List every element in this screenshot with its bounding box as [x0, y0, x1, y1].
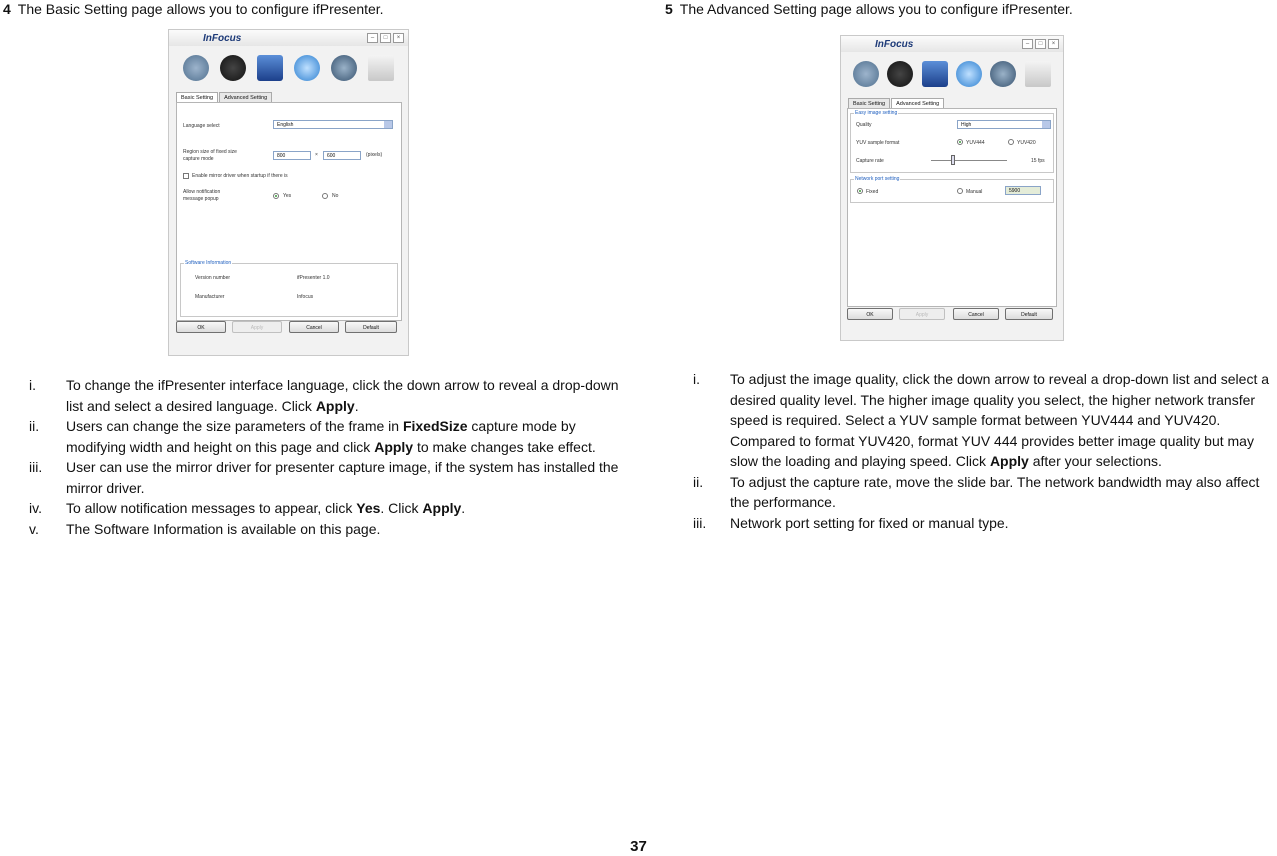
infocus-logo: InFocus	[203, 33, 242, 44]
manual-radio[interactable]	[957, 188, 963, 194]
height-input[interactable]: 600	[323, 151, 361, 160]
settings-panel	[847, 108, 1057, 307]
manufacturer-value: Infocus	[297, 294, 314, 300]
heading-text: The Basic Setting page allows you to configure ifPresenter.	[17, 1, 384, 17]
list-item	[693, 369, 1277, 472]
gear-icon[interactable]	[956, 61, 982, 87]
users-icon[interactable]	[331, 55, 357, 81]
language-select[interactable]	[273, 120, 393, 129]
manufacturer-label: Manufacturer	[195, 294, 225, 300]
software-group-label: Software Information	[185, 260, 232, 266]
capture-rate-slider[interactable]	[931, 160, 1007, 161]
image-group-label: Easy image setting	[855, 110, 898, 116]
tab-basic-setting[interactable]: Basic Setting	[176, 92, 218, 103]
list-item	[29, 375, 621, 416]
list-text: To allow notification messages to appear, click	[66, 500, 357, 516]
ok-button[interactable]: OK	[176, 321, 226, 333]
maximize-icon[interactable]: □	[1035, 39, 1046, 49]
notify-label-1: Allow notification	[183, 189, 221, 195]
language-label: Language select	[183, 123, 220, 129]
list-numeral: i.	[29, 377, 36, 393]
keyword: Apply	[422, 500, 462, 516]
slider-thumb[interactable]	[951, 155, 955, 165]
software-info-group	[180, 260, 398, 317]
quality-value: High	[961, 122, 972, 128]
unit-label: (pixels)	[366, 152, 383, 158]
capture-rate-label: Capture rate	[856, 158, 884, 164]
maximize-icon[interactable]: □	[380, 33, 391, 43]
page-number: 37	[630, 838, 647, 855]
window-titlebar	[169, 30, 408, 46]
cancel-button[interactable]: Cancel	[953, 308, 999, 320]
toolbar-icons	[849, 56, 1055, 92]
yuv-label: YUV sample format	[856, 140, 900, 146]
list-text: .	[354, 397, 359, 414]
list-numeral: v.	[29, 520, 39, 537]
window-controls	[367, 33, 404, 43]
list-text: after your selections.	[1028, 453, 1162, 469]
projector-icon[interactable]	[1025, 61, 1051, 87]
keyword: Apply	[315, 397, 355, 414]
chevron-down-icon[interactable]	[384, 121, 392, 128]
apply-button[interactable]: Apply	[899, 308, 945, 320]
capture-rate-value: 15 fps	[1031, 158, 1045, 164]
list-numeral: ii.	[693, 473, 704, 490]
toolbar-icons	[177, 50, 400, 86]
list-numeral: iii.	[29, 459, 43, 475]
monitor-icon[interactable]	[922, 61, 948, 87]
heading-text: The Advanced Setting page allows you to configure ifPresenter.	[679, 1, 1073, 17]
list-text: To adjust the capture rate, move the slide bar. The network bandwidth may also affect the performance.	[730, 473, 1260, 510]
list-text: .	[461, 500, 466, 516]
manual-label: Manual	[966, 189, 983, 195]
close-icon[interactable]: ×	[393, 33, 404, 43]
version-label: Version number	[195, 275, 231, 281]
region-label-1: Region size of fixed size	[183, 149, 237, 155]
list-item	[29, 498, 621, 519]
chevron-down-icon[interactable]	[1042, 121, 1050, 128]
list-text: capture mode by modifying width and height on this page and click	[66, 418, 576, 455]
quality-label: Quality	[856, 122, 872, 128]
cancel-button[interactable]: Cancel	[289, 321, 339, 333]
list-text: . Click	[380, 500, 423, 516]
tab-advanced-setting[interactable]: Advanced Setting	[219, 92, 272, 103]
keyword: FixedSize	[402, 418, 468, 434]
yuv444-label: YUV444	[966, 140, 985, 146]
step-5-heading	[665, 1, 1073, 17]
minimize-icon[interactable]: –	[367, 33, 378, 43]
default-button[interactable]: Default	[345, 321, 397, 333]
notify-label-2: message popup	[183, 196, 219, 202]
media-icon[interactable]	[887, 61, 913, 87]
users-icon[interactable]	[990, 61, 1016, 87]
list-numeral: i.	[693, 371, 700, 387]
list-text: to make changes take effect.	[413, 438, 596, 455]
image-setting-group	[850, 110, 1054, 173]
yuv420-radio[interactable]	[1008, 139, 1014, 145]
keyword: Apply	[989, 453, 1029, 469]
step-number: 5	[665, 1, 673, 17]
list-text: The Software Information is available on this page.	[66, 520, 381, 537]
list-item	[29, 416, 621, 457]
list-text: Users can change the size parameters of the frame in	[66, 418, 403, 434]
list-numeral: iv.	[29, 500, 42, 516]
list-text: User can use the mirror driver for presenter capture image, if the system has installed the mirror driver.	[66, 459, 619, 496]
yes-radio[interactable]	[273, 193, 279, 199]
step-4-heading	[3, 1, 384, 17]
projector-icon[interactable]	[368, 55, 394, 81]
settings-panel	[176, 102, 402, 321]
advanced-setting-screenshot	[840, 35, 1064, 341]
quality-select[interactable]	[957, 120, 1051, 129]
region-label-2: capture mode	[183, 156, 214, 162]
fixed-label: Fixed	[866, 189, 879, 195]
basic-setting-screenshot	[168, 29, 409, 356]
gear-icon[interactable]	[294, 55, 320, 81]
list-item	[693, 513, 1277, 534]
mirror-label: Enable mirror driver when startup if there is	[192, 173, 288, 179]
port-group-label: Network port setting	[855, 176, 900, 182]
monitor-icon[interactable]	[257, 55, 283, 81]
language-value: English	[277, 122, 294, 128]
no-label: No	[332, 193, 339, 199]
list-item	[693, 472, 1277, 513]
mirror-checkbox[interactable]	[183, 173, 189, 179]
infocus-logo: InFocus	[875, 39, 914, 50]
list-text: To change the ifPresenter interface language, click the down arrow to reveal a drop-down list and select a desired language. Click	[66, 377, 619, 414]
keyword: Apply	[374, 438, 414, 455]
times-sign: ×	[315, 152, 318, 158]
yuv444-radio[interactable]	[957, 139, 963, 145]
window-controls	[1022, 39, 1059, 49]
version-value: ifPresenter 1.0	[297, 275, 330, 281]
connect-icon[interactable]	[853, 61, 879, 87]
left-steps	[29, 375, 621, 539]
minimize-icon[interactable]: –	[1022, 39, 1033, 49]
list-numeral: iii.	[693, 514, 707, 531]
tab-basic-setting[interactable]: Basic Setting	[848, 98, 890, 109]
media-icon[interactable]	[220, 55, 246, 81]
yes-label: Yes	[283, 193, 292, 199]
ok-button[interactable]: OK	[847, 308, 893, 320]
right-steps	[693, 369, 1277, 533]
window-titlebar	[841, 36, 1063, 52]
port-input[interactable]: 5900	[1005, 186, 1041, 195]
no-radio[interactable]	[322, 193, 328, 199]
list-numeral: ii.	[29, 418, 40, 434]
step-number: 4	[3, 1, 11, 17]
keyword: Yes	[356, 500, 381, 516]
default-button[interactable]: Default	[1005, 308, 1053, 320]
fixed-radio[interactable]	[857, 188, 863, 194]
connect-icon[interactable]	[183, 55, 209, 81]
yuv420-label: YUV420	[1017, 140, 1036, 146]
list-text: Network port setting for fixed or manual type.	[730, 514, 1009, 531]
width-input[interactable]: 800	[273, 151, 311, 160]
apply-button[interactable]: Apply	[232, 321, 282, 333]
close-icon[interactable]: ×	[1048, 39, 1059, 49]
list-text: To adjust the image quality, click the down arrow to reveal a drop-down list and select a desired quality level. The higher image quality you select, the higher network transfer speed is required. Select a YUV sample format between YUV444 and YUV420. Compared to format YUV420, format YUV 444 provides better image quality but may slow the loading and playing speed. Click	[730, 371, 1270, 469]
list-item	[29, 457, 621, 498]
list-item	[29, 519, 621, 540]
tab-advanced-setting[interactable]: Advanced Setting	[891, 98, 944, 109]
port-setting-group	[850, 176, 1054, 203]
